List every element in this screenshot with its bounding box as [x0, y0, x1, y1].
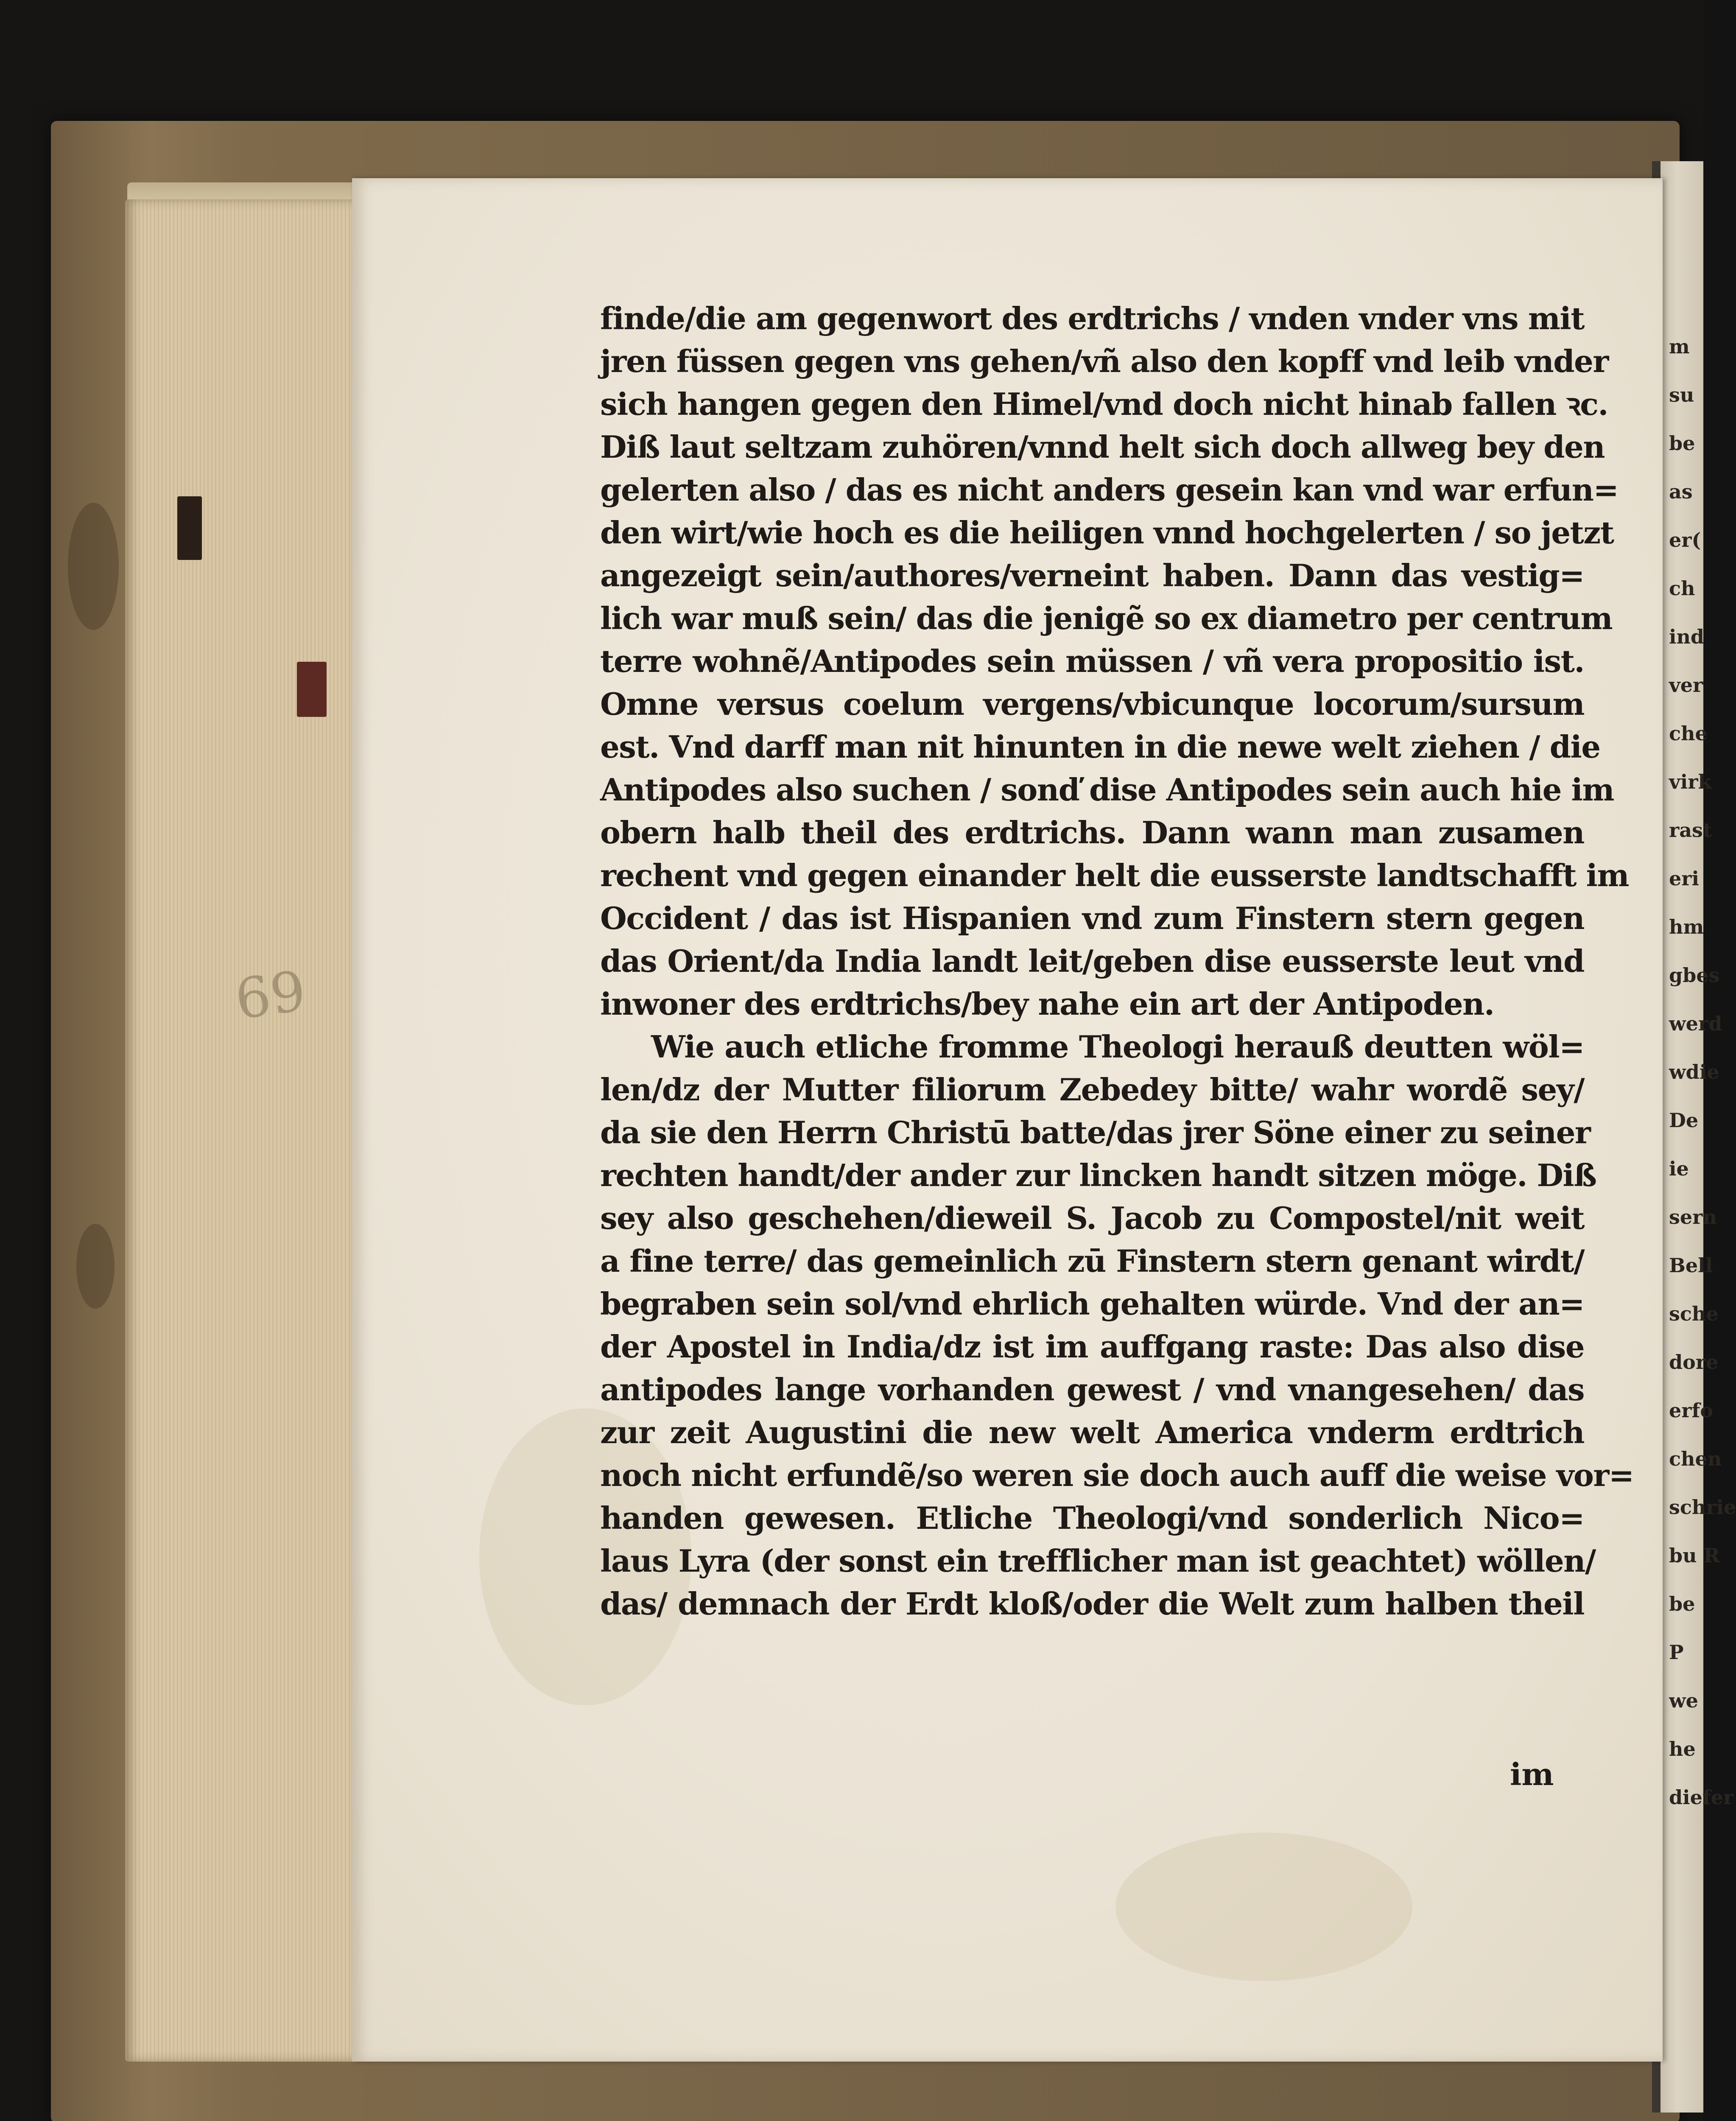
adjacent-page-fragment: ind: [1669, 625, 1705, 648]
text-line: antipodes lange vorhanden gewest / vnd vnangesehen/ das: [600, 1371, 1584, 1407]
text-line: den wirt/wie hoch es die heiligen vnnd hochgelerten / so jetzt: [600, 515, 1614, 551]
text-line: da sie den Herrn Christū batte/das jrer Söne einer zu seiner: [600, 1114, 1591, 1150]
adjacent-page-fragment: diefer: [1669, 1786, 1734, 1809]
adjacent-page-fragment: sche: [1669, 1302, 1719, 1325]
text-block: [600, 297, 1634, 1625]
text-line: Antipodes also suchen / sonď dise Antipodes sein auch hie im: [600, 772, 1614, 808]
pencil-mark: 69: [231, 958, 310, 1032]
text-line: Wie auch etliche fromme Theologi herauß deutten wöl=: [651, 1029, 1584, 1065]
text-line: lich war muß sein/ das die jenigẽ so ex diametro per centrum: [600, 600, 1613, 636]
adjacent-page-fragment: werd: [1669, 1012, 1722, 1035]
adjacent-page-fragment: hm: [1669, 915, 1704, 938]
adjacent-page-fragment: gbes: [1669, 964, 1720, 987]
binding-tab-red: [297, 662, 327, 717]
text-line: Occident / das ist Hispanien vnd zum Finstern stern gegen: [600, 900, 1584, 936]
text-line: finde/die am gegenwort des erdtrichs / vnden vnder vns mit: [600, 300, 1584, 336]
adjacent-page-fragment: chen: [1669, 1447, 1722, 1470]
adjacent-page-fragment: dore: [1669, 1351, 1719, 1374]
adjacent-page-fragment: erfo: [1669, 1399, 1713, 1422]
adjacent-page-fragment: he: [1669, 1738, 1696, 1760]
text-line: der Apostel in India/dz ist im auffgang raste: Das also dise: [600, 1329, 1584, 1365]
adjacent-page-fragment: su: [1669, 383, 1694, 406]
adjacent-page-fragment: schrie: [1669, 1496, 1736, 1519]
text-line: Diß laut seltzam zuhören/vnnd helt sich doch allweg bey den: [600, 429, 1605, 465]
page-edges: [125, 199, 354, 2062]
adjacent-page-fragment: ie: [1669, 1157, 1689, 1180]
adjacent-page-fragment: rast: [1669, 819, 1712, 842]
adjacent-page-fragment: ch: [1669, 577, 1695, 600]
adjacent-page-fragment: Bell: [1669, 1254, 1713, 1277]
text-line: das/ demnach der Erdt kloß/oder die Welt zum halben theil: [600, 1586, 1584, 1622]
adjacent-page-fragment: De: [1669, 1109, 1699, 1132]
text-line: obern halb theil des erdtrichs. Dann wann man zusamen: [600, 814, 1584, 851]
adjacent-page-fragment: che: [1669, 722, 1708, 745]
adjacent-page-fragment: be: [1669, 432, 1695, 455]
text-line: laus Lyra (der sonst ein trefflicher man ist geachtet) wöllen/: [600, 1543, 1596, 1579]
adjacent-page-fragment: be: [1669, 1592, 1695, 1615]
catchword: im: [1510, 1756, 1554, 1792]
text-line: inwoner des erdtrichs/bey nahe ein art der Antipoden.: [600, 986, 1494, 1022]
text-line: noch nicht erfundẽ/so weren sie doch auch auff die weise vor=: [600, 1457, 1634, 1493]
adjacent-page-fragment: P: [1669, 1641, 1684, 1664]
text-line: a fine terre/ das gemeinlich zū Finstern stern genant wirdt/: [600, 1243, 1584, 1279]
binding-tab: [177, 496, 202, 560]
text-line: est. Vnd darff man nit hinunten in die newe welt ziehen / die: [600, 729, 1600, 765]
adjacent-page-fragment: as: [1669, 480, 1693, 503]
text-line: Omne versus coelum vergens/vbicunque locorum/sursum: [600, 686, 1584, 722]
text-line: rechent vnd gegen einander helt die eusserste landtschafft im: [600, 857, 1629, 893]
text-line: len/dz der Mutter filiorum Zebedey bitte/ wahr wordẽ sey/: [600, 1072, 1584, 1108]
adjacent-page-fragment: eri: [1669, 867, 1699, 890]
adjacent-page-fragment: ver: [1669, 674, 1703, 697]
text-line: das Orient/da India landt leit/geben dise eusserste leut vnd: [600, 943, 1584, 979]
text-line: rechten handt/der ander zur lincken handt sitzen möge. Diß: [600, 1157, 1596, 1193]
text-line: sich hangen gegen den Himel/vnd doch nicht hinab fallen ꝛc.: [600, 386, 1608, 422]
text-line: angezeigt sein/authores/verneint haben. Dann das vestig=: [600, 557, 1584, 593]
adjacent-page-fragment: virk: [1669, 770, 1712, 793]
adjacent-page-fragment: we: [1669, 1689, 1698, 1712]
adjacent-page-fragment: m: [1669, 335, 1690, 358]
text-line: gelerten also / das es nicht anders gesein kan vnd war erfun=: [600, 472, 1619, 508]
adjacent-page-fragment: wdie: [1669, 1060, 1719, 1083]
adjacent-page-fragment: er(: [1669, 529, 1701, 551]
text-line: terre wohnẽ/Antipodes sein müssen / vñ vera propositio ist.: [600, 643, 1584, 679]
text-line: handen gewesen. Etliche Theologi/vnd sonderlich Nico=: [600, 1500, 1584, 1536]
text-line: sey also geschehen/dieweil S. Jacob zu Compostel/nit weit: [600, 1200, 1584, 1236]
text-line: jren füssen gegen vns gehen/vñ also den kopff vnd leib vnder: [600, 343, 1608, 379]
text-line: begraben sein sol/vnd ehrlich gehalten würde. Vnd der an=: [600, 1286, 1584, 1322]
adjacent-page-fragment: bu R: [1669, 1544, 1720, 1567]
text-line: zur zeit Augustini die new welt America vnderm erdtrich: [600, 1414, 1584, 1450]
adjacent-page-fragment: sern: [1669, 1206, 1717, 1228]
